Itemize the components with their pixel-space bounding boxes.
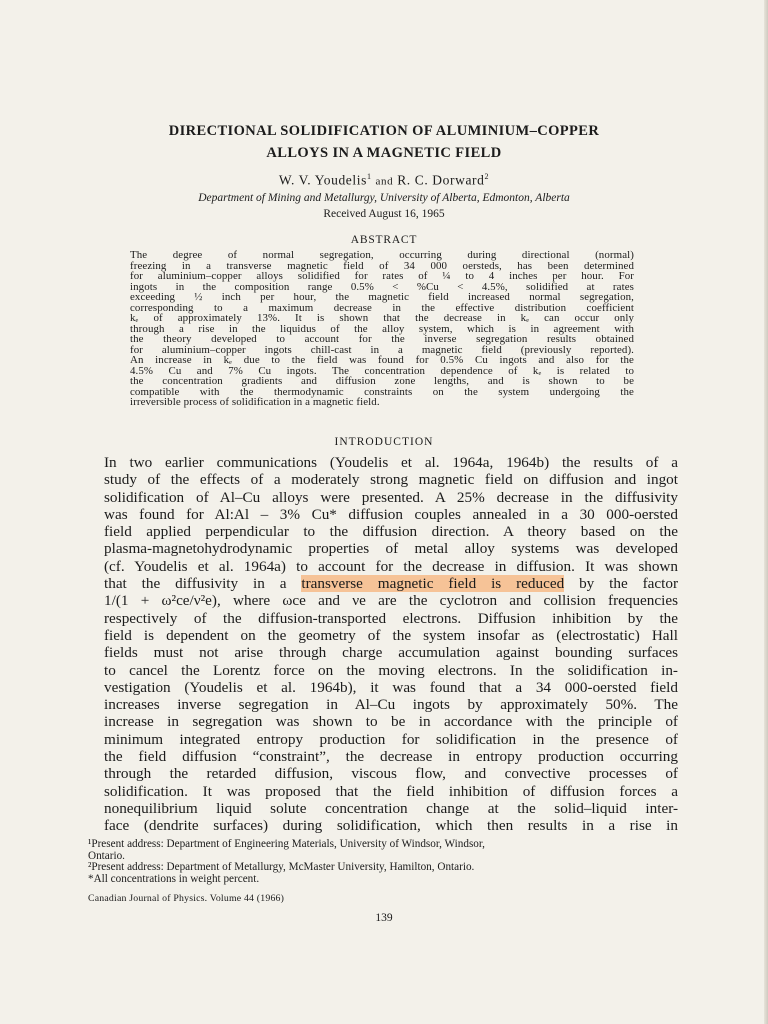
body-line: field is dependent on the geometry of the system insofar as (electrostatic) Hall xyxy=(104,626,678,644)
abstract-line: An increase in kₑ due to the field was found for 0.5% Cu ingots and also for the xyxy=(130,354,634,366)
abstract-line: the theory developed to account for the inverse segregation results obtained xyxy=(130,333,634,345)
abstract-line: freezing in a transverse magnetic field of 34 000 oersteds, has been determined xyxy=(130,259,634,272)
abstract-line: corresponding to a maximum decrease in the effective distribution coefficient xyxy=(130,301,634,314)
title-line-2: ALLOYS IN A MAGNETIC FIELD xyxy=(266,145,502,161)
author-2: R. C. Dorward xyxy=(397,172,485,188)
author-2-footnote-mark: 2 xyxy=(484,172,490,181)
footnotes xyxy=(88,839,680,885)
abstract-line: irreversible process of solidification in a magnetic field. xyxy=(130,396,380,408)
body-line: 1/(1 + ω²ce/ν²e), where ωce and νe are the cyclotron and collision frequencies xyxy=(104,592,678,610)
abstract-line: through a rise in the liquidus of the alloy system, which is in agreement with xyxy=(130,322,634,335)
body-line: plasma-magnetohydrodynamic properties of metal alloy systems was developed xyxy=(104,540,678,558)
body-line: nonequilibrium liquid solute concentration change at the solid–liquid inter- xyxy=(104,799,678,817)
body-line: solidification. It was proposed that the field inhibition of diffusion forces a xyxy=(104,782,678,800)
abstract-line: exceeding ½ inch per hour, the magnetic field increased normal segregation, xyxy=(130,291,634,303)
footnote-line: Ontario. xyxy=(88,849,125,862)
scan-edge-shadow xyxy=(764,0,768,1024)
author-line xyxy=(80,172,688,189)
author-conjunction: and xyxy=(375,175,394,188)
body-line: field applied perpendicular to the diffusion direction. A theory based on the xyxy=(104,523,678,541)
body-line: vestigation (Youdelis et al. 1964b), it was found that a 34 000-oersted field xyxy=(104,678,678,696)
body-line: fields must not arise through charge accumulation against bounding surfaces xyxy=(104,644,678,662)
body-line: study of the effects of a moderately strong magnetic field on diffusion and ingot xyxy=(104,471,678,489)
highlighted-text[interactable]: transverse magnetic field is reduced xyxy=(301,575,565,593)
abstract-line: ingots in the composition range 0.5% < %Cu < 4.5%, solidified at rates xyxy=(130,280,634,293)
received-date: Received August 16, 1965 xyxy=(323,208,445,220)
paper-title xyxy=(80,120,688,164)
abstract-line: kₑ of approximately 13%. It is shown that the decrease in kₑ can occur only xyxy=(130,312,634,324)
abstract-text xyxy=(130,250,634,408)
abstract-line: for aluminium–copper ingots chill-cast in a magnetic field (previously reported). xyxy=(130,343,634,356)
body-text xyxy=(104,454,678,835)
body-line: through the retarded diffusion, viscous flow, and convective processes of xyxy=(104,765,678,783)
abstract-line: for aluminium–copper alloys solidified for rates of ¼ to 4 inches per hour. For xyxy=(130,270,634,282)
body-line: that the diffusivity in a transverse magnetic field is reduced by the factor xyxy=(104,575,678,593)
body-line: respectively of the diffusion-transported electrons. Diffusion inhibition by the xyxy=(104,609,678,627)
footnote-line: *All concentrations in weight percent. xyxy=(88,872,260,885)
footnote-line: ²Present address: Department of Metallurgy, McMaster University, Hamilton, Ontario. xyxy=(88,861,475,873)
body-line: increases inverse segregation in Al–Cu ingots by approximately 50%. The xyxy=(104,696,678,714)
page-number: 139 xyxy=(375,912,393,924)
body-line: In two earlier communications (Youdelis et al. 1964a, 1964b) the results of a xyxy=(104,454,678,471)
footnote-line: ¹Present address: Department of Engineering Materials, University of Windsor, Windsor, xyxy=(88,838,485,850)
abstract-line: compatible with the thermodynamic constraints on the system undergoing the xyxy=(130,385,634,398)
introduction-heading: INTRODUCTION xyxy=(334,436,434,448)
body-line: to cancel the Lorentz force on the moving electrons. In the solidification in- xyxy=(104,661,678,679)
body-line: minimum integrated entropy production for solidification in the presence of xyxy=(104,730,678,748)
abstract-line: the concentration gradients and diffusion zone lengths, and is shown to be xyxy=(130,375,634,387)
body-line: solidification of Al–Cu alloys were presented. A 25% decrease in the diffusivity xyxy=(104,488,678,506)
title-line-1: DIRECTIONAL SOLIDIFICATION OF ALUMINIUM–COPPER xyxy=(168,123,600,139)
journal-citation: Canadian Journal of Physics. Volume 44 (1966) xyxy=(88,893,285,904)
body-line: (cf. Youdelis et al. 1964a) to account for the decrease in diffusion. It was shown xyxy=(104,557,678,575)
body-line: was found for Al:Al – 3% Cu* diffusion couples annealed in a 30 000-oersted xyxy=(104,505,678,523)
author-1: W. V. Youdelis xyxy=(278,172,367,188)
author-1-footnote-mark: 1 xyxy=(366,172,372,181)
abstract-line: The degree of normal segregation, occurring during directional (normal) xyxy=(130,249,634,261)
affiliation: Department of Mining and Metallurgy, University of Alberta, Edmonton, Alberta xyxy=(198,192,570,204)
body-line: increase in segregation was shown to be in accordance with the principle of xyxy=(104,713,678,731)
body-line: the field diffusion “constraint”, the decrease in entropy production occurring xyxy=(104,748,678,766)
abstract-heading: ABSTRACT xyxy=(350,234,418,246)
body-line: face (dendrite surfaces) during solidification, which then results in a rise in xyxy=(104,817,678,835)
abstract-line: 4.5% Cu and 7% Cu ingots. The concentration dependence of kₑ is related to xyxy=(130,364,634,377)
